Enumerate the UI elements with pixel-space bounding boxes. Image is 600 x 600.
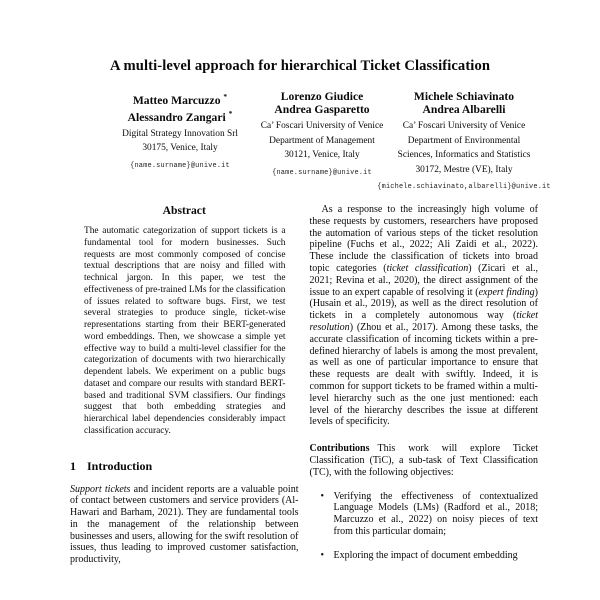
author-footnote-marker: * [228, 108, 233, 118]
bullet-icon: • [320, 490, 325, 502]
author-name [122, 107, 238, 124]
intro-run-italic: Support tickets [70, 483, 131, 495]
intro-paragraph [70, 484, 299, 567]
para-run: ) (Zicari et al., 2021; Revina et al., 2020), the direct assignment of the issue to an expert capable of resolving it ( [309, 262, 539, 298]
author-affiliation-line: Digital Strategy Innovation Srl [122, 128, 238, 139]
bullet-item [320, 550, 539, 562]
abstract-heading: Abstract [162, 204, 206, 217]
author-name: Lorenzo Giudice [280, 90, 364, 103]
author-name: Andrea Gasparetto [274, 103, 370, 116]
author-affiliation-line: Sciences, Informatics and Statistics [397, 150, 531, 161]
authors-block [0, 90, 600, 200]
author-affiliation-line: Department of Management [269, 135, 375, 146]
para-run-italic: expert finding [478, 286, 535, 298]
left-column [70, 204, 299, 566]
author-email: {name.surname}@unive.it [272, 168, 372, 177]
contributions-paragraph [310, 443, 539, 478]
para-run: ) (Husain et al., 2019), as well as the direct resolution of tickets in a completely autonomous way ( [309, 286, 538, 322]
author-affiliation-line: 30121, Venice, Italy [284, 150, 360, 161]
author-affiliation-line: 30172, Mestre (VE), Italy [415, 164, 513, 175]
author-name [122, 90, 238, 107]
paper-title: A multi-level approach for hierarchical Ticket Classification [109, 58, 491, 74]
objectives-bullet-list [310, 491, 539, 562]
para-run: As a response to the increasingly high volume of these requests by customers, researchers have proposed the automation of various steps of the ticket resolution pipeline (Fuchs et al., 2022; Ali Zaidi et al., 2022). These include the classification of tickets into broad topic categories ( [309, 204, 538, 274]
abstract-text: The automatic categorization of support tickets is a fundamental tool for modern businesses. Such requests are most commonly composed of concise textual descriptions that are noisy and filled with technical jargon. In this paper, we test the effectiveness of pre-trained LMs for the classification of issues related to software bugs. First, we test several strategies to produce single, ticket-wise representations starting from their BERT-generated word embeddings. Then, we showcase a simple yet effective way to build a multi-level classifier for the categorization of documents with two hierarchically dependent labels. We experiment on a public bugs dataset and compare our results with standard BERT-based and traditional SVM classifiers. Our findings suggest that both embedding strategies and hierarchical label dependencies considerably impact classification accuracy. [84, 226, 286, 436]
section-title: Introduction [87, 458, 153, 473]
author-email: {michele.schiavinato,albarelli}@unive.it [377, 183, 551, 192]
para-run-italic: ticket resolution [309, 310, 538, 333]
author-email: {name.surname}@unive.it [130, 161, 230, 170]
bullet-text: Exploring the impact of document embedding [333, 549, 518, 561]
author-column-2 [261, 90, 384, 177]
section-number: 1 [70, 458, 76, 473]
opening-paragraph [310, 204, 539, 428]
author-name: Michele Schiavinato [413, 90, 515, 103]
contributions-label: Contributions [309, 443, 370, 455]
para-run: ) (Zhou et al., 2017). Among these tasks, the accurate classification of incoming tickets within a pre-defined hierarchy of labels is among the most prevalent, as well as one of particular importance to ensure that these requests are dealt with swiftly. Indeed, it is common for support tickets to be framed within a multi-level hierarchy such as the one just mentioned: each level of the hierarchy describes the issue at different levels of specificity. [309, 321, 538, 428]
bullet-text: Verifying the effectiveness of contextualized Language Models (LMs) (Radford et al., 2018; Marcuzzo et al., 2022) on noisy pieces of text from this particular domain; [333, 490, 538, 537]
bullet-icon: • [320, 549, 325, 561]
author-column-1 [122, 90, 238, 170]
right-column [310, 204, 539, 566]
contributions-text: This work will explore Ticket Classification (TiC), a sub-task of Text Classification (TC), with the following objectives: [309, 443, 538, 478]
author-name: Andrea Albarelli [422, 103, 506, 116]
author-name-text: Matteo Marcuzzo [132, 93, 221, 107]
author-affiliation-line: Ca’ Foscari University of Venice [260, 121, 384, 131]
author-affiliation-line: Department of Environmental [407, 135, 521, 146]
intro-run: and incident reports are a valuable point of contact between customers and service providers (Al-Hawari and Barham, 2021). They are fundamental tools in the management of the relationship between businesses and users, allowing for the swift resolution of issues, thus leading to improved customer satisfaction, productivity, [70, 483, 299, 566]
author-footnote-marker: * [223, 92, 228, 101]
para-run-italic: ticket classification [386, 262, 469, 274]
author-name-text: Alessandro Zangari [127, 110, 226, 124]
two-column-body [70, 204, 538, 566]
author-column-3 [377, 90, 550, 191]
bullet-item [320, 491, 539, 538]
author-affiliation-line: 30175, Venice, Italy [142, 143, 218, 154]
author-affiliation-line: Ca’ Foscari University of Venice [402, 121, 526, 131]
section-heading-introduction [70, 459, 299, 474]
